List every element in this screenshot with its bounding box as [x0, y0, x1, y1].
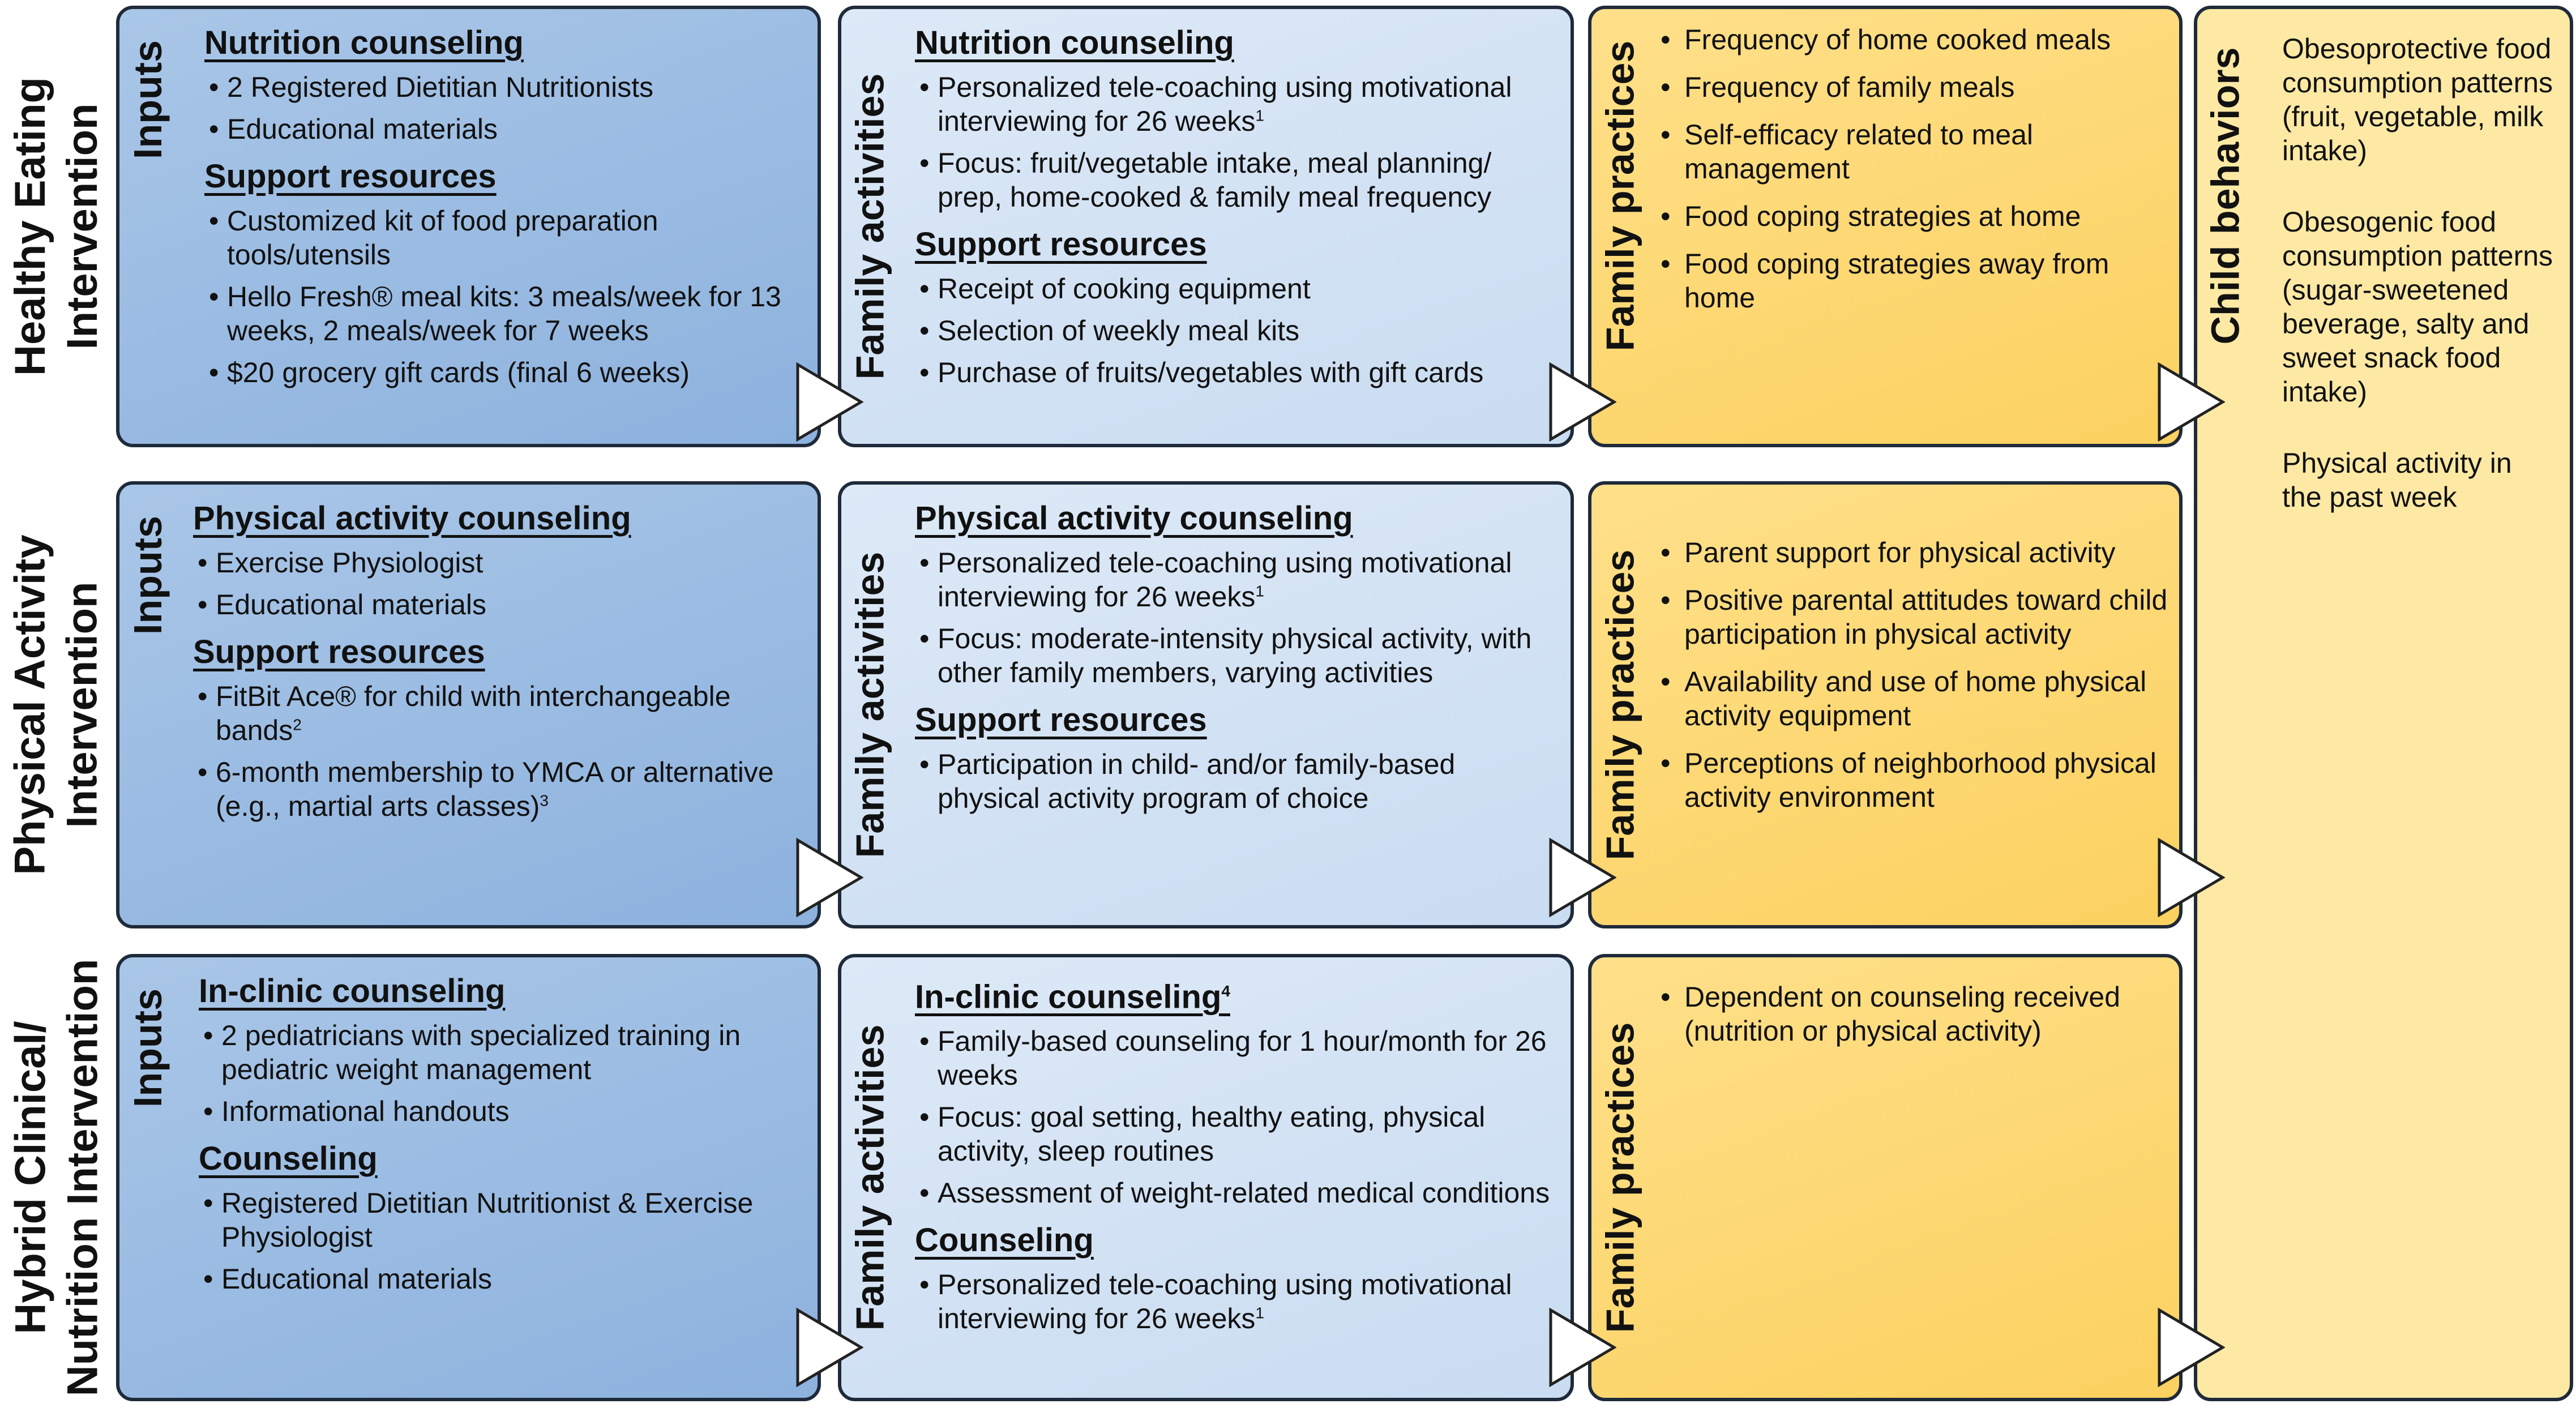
section-heading: Physical activity counseling [915, 500, 1353, 537]
list-item: • Perceptions of neighborhood physical activity environment [1648, 746, 2168, 814]
flow-arrow-icon [1548, 1308, 1616, 1387]
list-item: • Participation in child- and/or family-based physical activity program of choice [915, 747, 1559, 815]
flow-arrow-icon [1548, 838, 1616, 917]
activities-title: Family activities [848, 1024, 892, 1331]
inputs-title: Inputs [126, 516, 170, 635]
list-item: • Exercise Physiologist [193, 546, 806, 580]
section-heading: Nutrition counseling [204, 24, 524, 61]
list-item: • FitBit Ace® for child with interchangeable bands$^2$ [193, 679, 806, 747]
inputs-title: Inputs [126, 40, 170, 159]
practices-box-physical-activity [1588, 481, 2183, 928]
list-item: • Frequency of family meals [1648, 70, 2168, 104]
child-behaviors-box [2194, 6, 2573, 1401]
list-item: • Customized kit of food preparation tools/utensils [204, 204, 806, 272]
list-item: • Availability and use of home physical activity equipment [1648, 665, 2168, 733]
list-item: • Informational handouts [199, 1094, 806, 1128]
section-heading: Nutrition counseling [915, 24, 1234, 61]
list-item: • Purchase of fruits/vegetables with gift cards [915, 356, 1559, 390]
activities-box-hybrid-clinical [838, 954, 1574, 1401]
section-heading: In-clinic counseling$^4$ [915, 978, 1230, 1016]
practices-box-hybrid-clinical [1588, 954, 2183, 1401]
row-label-text: Hybrid Clinical/ Nutrition Intervention [6, 958, 106, 1397]
flow-arrow-icon [2157, 362, 2225, 442]
activities-title: Family activities [848, 73, 892, 380]
list-item: • Receipt of cooking equipment [915, 272, 1559, 306]
list-item: • Positive parental attitudes toward child participation in physical activity [1648, 583, 2168, 651]
row-label-hybrid-clinical [0, 954, 113, 1401]
list-item: • Self-efficacy related to meal management [1648, 118, 2168, 186]
list-item: • Registered Dietitian Nutritionist & Exercise Physiologist [199, 1186, 806, 1254]
behavior-item: Obesogenic food consumption patterns (sugar-sweetened beverage, salty and sweet snack food intake) [2282, 206, 2553, 408]
list-item: • Focus: goal setting, healthy eating, physical activity, sleep routines [915, 1100, 1559, 1168]
list-item: • Hello Fresh® meal kits: 3 meals/week for 13 weeks, 2 meals/week for 7 weeks [204, 280, 806, 348]
list-item: • 6-month membership to YMCA or alternative (e.g., martial arts classes)$^3$ [193, 755, 806, 823]
list-item: • Food coping strategies at home [1648, 199, 2168, 233]
section-heading: Counseling [199, 1140, 378, 1177]
list-item: • Selection of weekly meal kits [915, 314, 1559, 348]
row-label-text: Physical Activity Intervention [6, 534, 106, 875]
list-item: • Assessment of weight-related medical conditions [915, 1176, 1559, 1210]
row-label-physical-activity [0, 481, 113, 928]
section-heading: Support resources [915, 701, 1207, 738]
list-item: • Focus: moderate-intensity physical activity, with other family members, varying activities [915, 622, 1559, 690]
inputs-title-container [119, 957, 176, 1398]
section-heading: In-clinic counseling [199, 973, 506, 1009]
list-item: • 2 pediatricians with specialized training in pediatric weight management [199, 1018, 806, 1086]
section-heading: Physical activity counseling [193, 500, 631, 537]
flow-arrow-icon [1548, 362, 1616, 442]
behaviors-title: Child behaviors [2203, 47, 2248, 345]
row-label-healthy-eating [0, 6, 113, 447]
inputs-box-healthy-eating [116, 6, 821, 447]
activities-box-physical-activity [838, 481, 1574, 928]
behavior-item: Obesoprotective food consumption patterns (fruit, vegetable, milk intake) [2282, 33, 2553, 166]
inputs-title-container [119, 485, 176, 925]
flow-arrow-icon [795, 362, 863, 442]
behavior-item: Physical activity in the past week [2282, 447, 2512, 513]
activities-box-healthy-eating [838, 6, 1574, 447]
list-item: • Family-based counseling for 1 hour/month for 26 weeks [915, 1024, 1559, 1092]
list-item: • Educational materials [204, 112, 806, 146]
flow-arrow-icon [795, 838, 863, 917]
inputs-title-container [119, 9, 176, 444]
list-item: • Food coping strategies away from home [1648, 247, 2168, 315]
activities-title: Family activities [848, 551, 892, 858]
list-item: • 2 Registered Dietitian Nutritionists [204, 70, 806, 104]
row-label-text: Healthy Eating Intervention [6, 77, 107, 376]
list-item: • Frequency of home cooked meals [1648, 23, 2168, 57]
behaviors-title-container [2197, 9, 2254, 1398]
list-item: • Parent support for physical activity [1648, 536, 2168, 570]
practices-title: Family practices [1598, 1022, 1642, 1333]
list-item: • Educational materials [199, 1262, 806, 1296]
practices-title: Family practices [1598, 549, 1642, 861]
inputs-box-physical-activity [116, 481, 821, 928]
list-item: • Personalized tele-coaching using motivational interviewing for 26 weeks$^1$ [915, 546, 1559, 614]
practices-title: Family practices [1598, 40, 1642, 352]
section-heading: Support resources [204, 158, 497, 195]
list-item: • Dependent on counseling received (nutrition or physical activity) [1648, 980, 2168, 1048]
list-item: • Personalized tele-coaching using motivational interviewing for 26 weeks$^1$ [915, 70, 1559, 138]
section-heading: Support resources [915, 226, 1207, 263]
section-heading: Support resources [193, 634, 485, 670]
list-item: • Educational materials [193, 588, 806, 622]
list-item: • $20 grocery gift cards (final 6 weeks) [204, 356, 806, 390]
list-item: • Focus: fruit/vegetable intake, meal planning/ prep, home-cooked & family meal frequency [915, 146, 1559, 214]
inputs-box-hybrid-clinical [116, 954, 821, 1401]
flow-arrow-icon [2157, 838, 2225, 917]
flow-arrow-icon [795, 1308, 863, 1387]
section-heading: Counseling [915, 1222, 1094, 1259]
inputs-title: Inputs [126, 988, 170, 1107]
list-item: • Personalized tele-coaching using motivational interviewing for 26 weeks$^1$ [915, 1268, 1559, 1336]
practices-box-healthy-eating [1588, 6, 2183, 447]
flow-arrow-icon [2157, 1308, 2225, 1387]
